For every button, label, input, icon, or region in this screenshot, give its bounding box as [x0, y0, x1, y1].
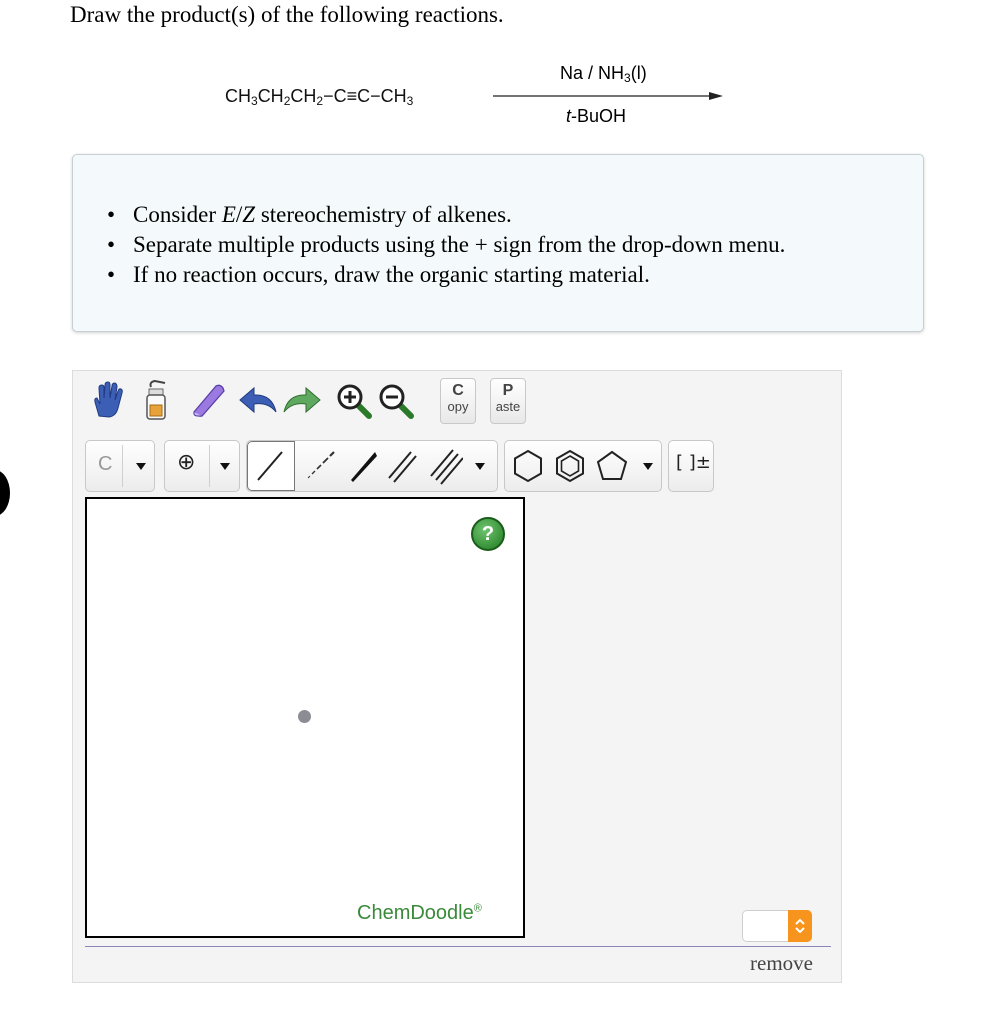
atom-label-dropdown[interactable]: [85, 440, 155, 492]
benzene-button[interactable]: [549, 441, 591, 491]
side-scroll-marker: [0, 470, 10, 516]
single-bond-button[interactable]: [247, 441, 295, 491]
eraser-icon[interactable]: [186, 378, 230, 422]
instruction-box: [72, 154, 924, 332]
double-bond-button[interactable]: [381, 441, 421, 491]
remove-link[interactable]: remove: [750, 951, 813, 975]
ring-tool-group: [504, 440, 662, 492]
zoom-out-icon[interactable]: [376, 380, 416, 422]
wedge-bond-button[interactable]: [343, 441, 383, 491]
chemdoodle-logo: ChemDoodle®: [357, 902, 482, 924]
question-text: Draw the product(s) of the following reactions.: [70, 2, 504, 27]
paste-button[interactable]: P aste: [490, 378, 526, 424]
reagent-top: Na / $NH_3(l)$: [560, 63, 647, 85]
eraser-bottle-icon[interactable]: [136, 378, 176, 422]
chevron-down-icon: [136, 463, 146, 470]
canvas-cursor-dot: [298, 710, 311, 723]
bond-tool-group: [246, 440, 498, 492]
cyclopentane-button[interactable]: [591, 441, 633, 491]
help-button[interactable]: ?: [471, 517, 505, 551]
copy-button[interactable]: C opy: [440, 378, 476, 424]
redo-icon[interactable]: [280, 378, 324, 422]
bracket-charge-button[interactable]: [668, 440, 714, 492]
dashed-bond-button[interactable]: [297, 441, 343, 491]
divider: [85, 946, 831, 947]
reaction-arrow: [493, 89, 723, 103]
charge-dropdown[interactable]: [164, 440, 240, 492]
reagent-bottom: t-BuOH: [566, 106, 627, 126]
instruction-item: • Consider E/Z stereochemistry of alkenes.: [107, 202, 512, 227]
bracket-label: [ ]±: [676, 452, 711, 473]
reactant-formula: $CH_3CH_2CH_2-C\equiv C-CH_3$: [225, 86, 414, 108]
undo-icon[interactable]: [236, 378, 280, 422]
zoom-in-icon[interactable]: [334, 380, 374, 422]
answer-select[interactable]: [742, 910, 812, 942]
instruction-item: • If no reaction occurs, draw the organic starting material.: [107, 262, 650, 287]
instruction-list: [107, 200, 786, 290]
instruction-item: • Separate multiple products using the + sign from the drop-down menu.: [107, 232, 786, 257]
hand-icon[interactable]: [87, 378, 127, 422]
chevron-down-icon: [220, 463, 230, 470]
charge-plus-icon: ⊕: [177, 450, 196, 475]
triple-bond-button[interactable]: [419, 441, 471, 491]
select-arrows-icon: [788, 910, 812, 942]
cyclohexane-button[interactable]: [507, 441, 549, 491]
chevron-down-icon: [475, 463, 485, 470]
chevron-down-icon: [643, 463, 653, 470]
atom-label: C: [98, 453, 113, 475]
